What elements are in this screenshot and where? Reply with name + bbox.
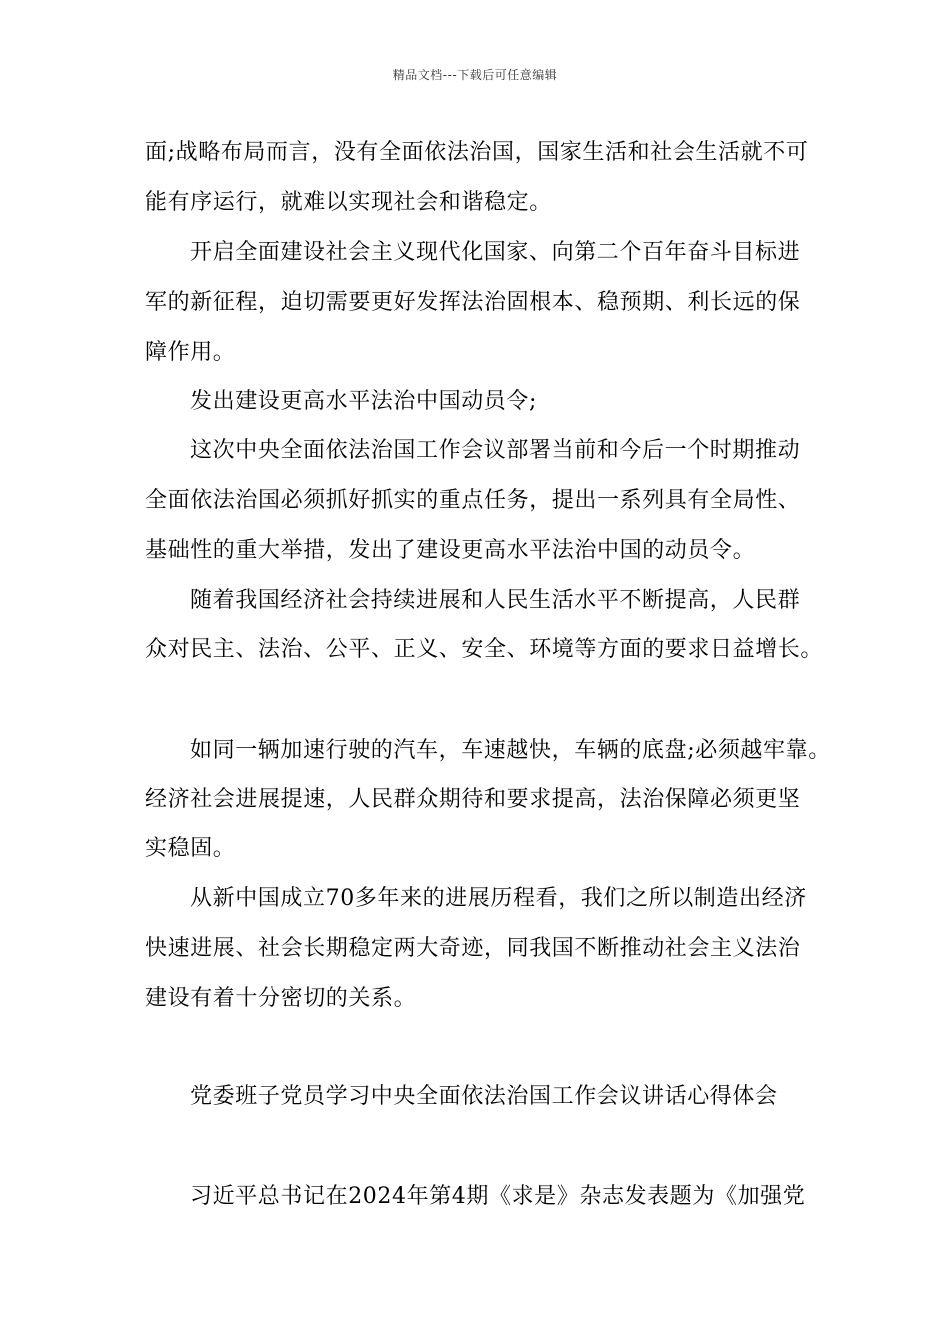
text-line: 全面依法治国必须抓好抓实的重点任务，提出一系列具有全局性、 — [145, 488, 801, 513]
text-line: 面;战略布局而言，没有全面依法治国，国家生活和社会生活就不可 — [145, 140, 809, 165]
text-line: 经济社会进展提速，人民群众期待和要求提高，法治保障必须更坚 — [145, 787, 801, 812]
page-header: 精品文档---下载后可任意编辑 — [392, 68, 558, 82]
text-line: 快速进展、社会长期稳定两大奇迹，同我国不断推动社会主义法治 — [145, 936, 801, 961]
text-line: 开启全面建设社会主义现代化国家、向第二个百年奋斗目标进 — [190, 240, 801, 265]
text-line: 实稳固。 — [145, 836, 236, 861]
text-line: 随着我国经济社会持续进展和人民生活水平不断提高，人民群 — [190, 588, 801, 613]
text-line: 发出建设更高水平法治中国动员令; — [190, 389, 538, 414]
text-line: 如同一辆加速行驶的汽车，车速越快，车辆的底盘;必须越牢靠。 — [190, 738, 831, 763]
text-line: 习近平总书记在2024年第4期《求是》杂志发表题为《加强党 — [190, 1184, 806, 1209]
text-line: 军的新征程，迫切需要更好发挥法治固根本、稳预期、利长远的保 — [145, 290, 801, 315]
text-line: 建设有着十分密切的关系。 — [145, 986, 417, 1011]
text-line: 这次中央全面依法治国工作会议部署当前和今后一个时期推动 — [190, 438, 801, 463]
text-line: 障作用。 — [145, 340, 236, 365]
section-heading: 党委班子党员学习中央全面依法治国工作会议讲话心得体会 — [190, 1084, 778, 1109]
text-line: 能有序运行，就难以实现社会和谐稳定。 — [145, 190, 552, 215]
text-line: 众对民主、法治、公平、正义、安全、环境等方面的要求日益增长。 — [145, 637, 824, 662]
text-line: 基础性的重大举措，发出了建设更高水平法治中国的动员令。 — [145, 538, 756, 563]
text-line: 从新中国成立70多年来的进展历程看，我们之所以制造出经济 — [190, 886, 807, 911]
